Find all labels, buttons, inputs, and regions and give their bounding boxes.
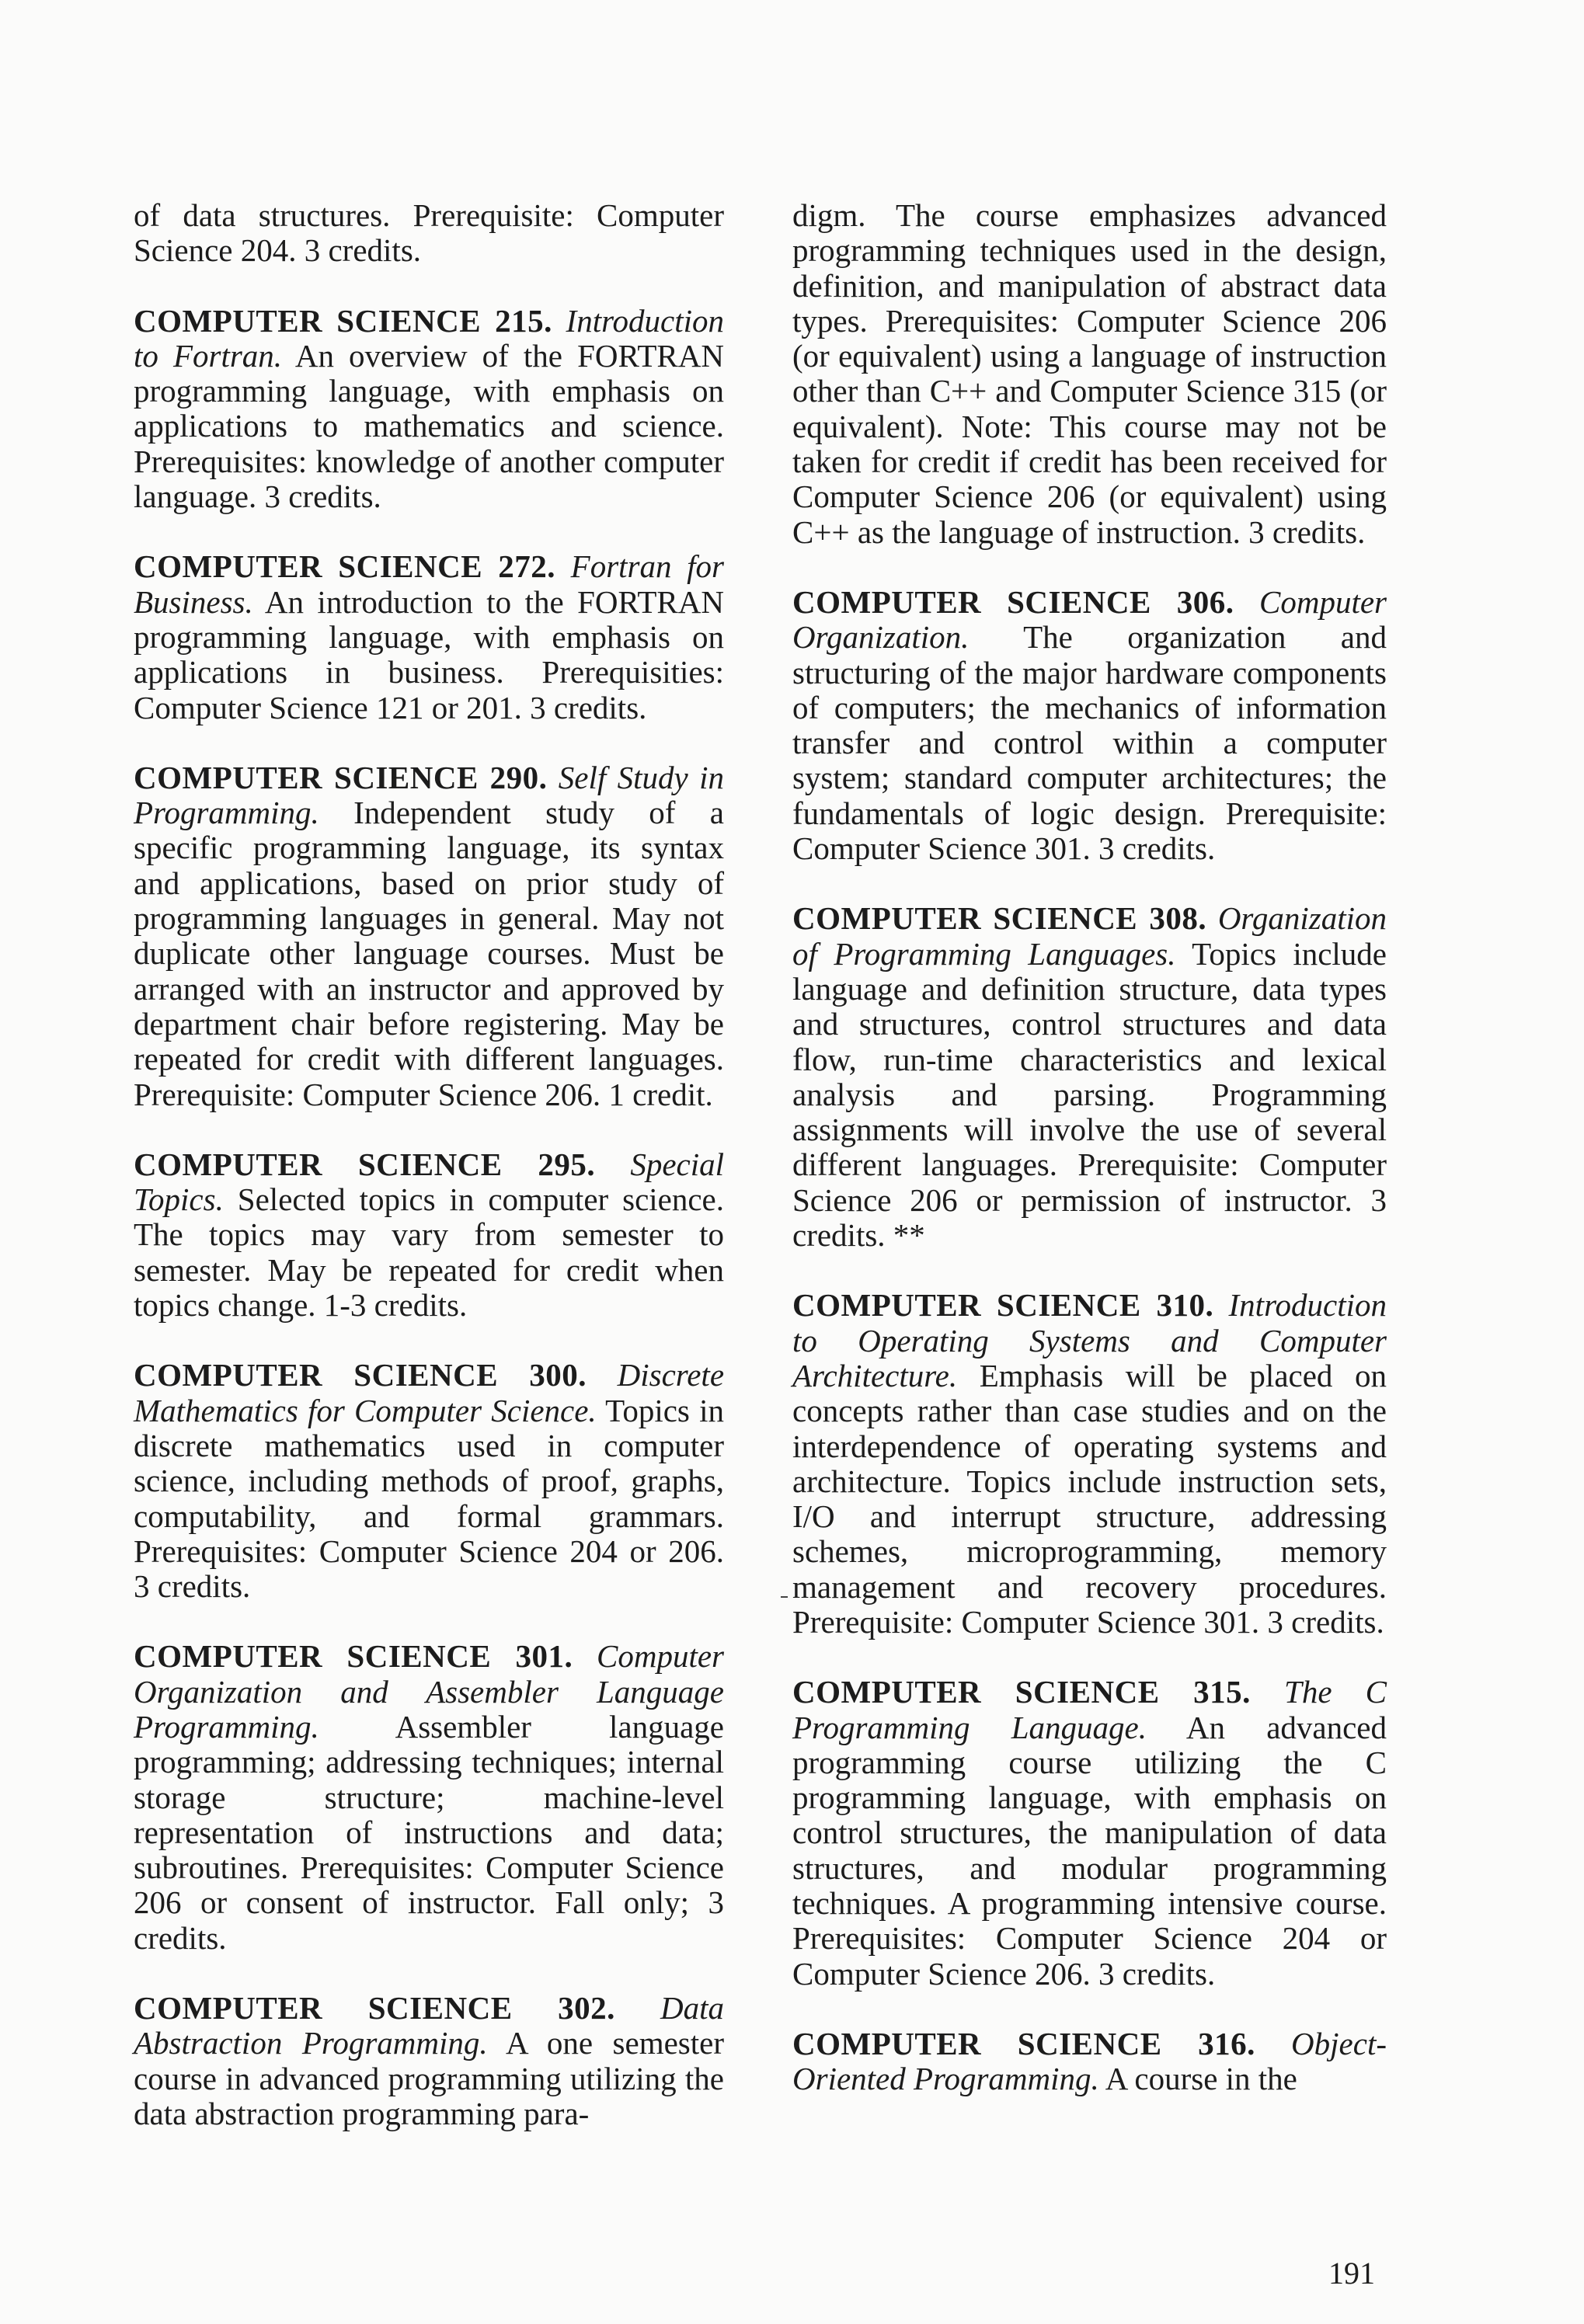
course-entry-cs316 bbox=[792, 2027, 1387, 2097]
course-description: Independent study of a specific programming language, its syntax and applications, based on prior study of programming languages in general. May not duplicate other language courses. Must be arranged with an instructor and approved by department chair before registering. May be repeated for credit with different languages. Prerequisite: Computer Science 206. 1 credit. bbox=[134, 795, 724, 1112]
course-entry-cs306 bbox=[792, 585, 1387, 866]
course-title: The C Programming Language. bbox=[792, 1674, 1387, 1745]
course-code: COMPUTER SCIENCE 315. bbox=[792, 1674, 1251, 1710]
course-title: Organization of Programming Languages. bbox=[792, 900, 1387, 972]
course-entry-cs215 bbox=[134, 304, 724, 515]
course-title: Self Study in Programming. bbox=[134, 759, 724, 831]
course-title: Object-Oriented Programming. bbox=[792, 2025, 1387, 2097]
course-entry-cs290 bbox=[134, 760, 724, 1112]
course-title: Introduction to Fortran. bbox=[134, 302, 725, 374]
course-description: digm. The course emphasizes advanced programming techniques used in the design, definition, and manipulation of abstract data types. Prerequisites: Computer Science 206 (or equivalent) using a language of instruction other than C++ and Computer Science 315 (or equivalent). Note: This course may not be taken for credit if credit has been received for Computer Science 206 (or equivalent) using C++ as the language of instruction. 3 credits. bbox=[792, 197, 1387, 550]
course-description: The organization and structuring of the major hardware components of computers; the mechanics of information transfer and control within a computer system; standard computer architectures; the fundamentals of logic design. Prerequisite: Computer Science 301. 3 credits. bbox=[792, 619, 1387, 867]
course-code: COMPUTER SCIENCE 306. bbox=[792, 583, 1234, 620]
margin-mark bbox=[781, 1596, 788, 1598]
course-entry-cs302 bbox=[134, 1991, 724, 2131]
course-description: A course in the bbox=[1105, 2061, 1297, 2097]
course-entry-cs310 bbox=[792, 1288, 1387, 1640]
course-description: Topics in discrete mathematics used in computer science, including methods of proof, graphs, computability, and formal grammars. Prerequisites: Computer Science 204 or 206. 3 credits. bbox=[134, 1392, 724, 1605]
course-entry-cs301 bbox=[134, 1639, 724, 1956]
course-entry-cs295 bbox=[134, 1147, 724, 1323]
course-description: An introduction to the FORTRAN programming language, with emphasis on applications in business. Prerequisities: Computer Science 121 or 201. 3 credits. bbox=[134, 583, 724, 725]
course-code: COMPUTER SCIENCE 272. bbox=[134, 548, 555, 585]
course-entry-cs315 bbox=[792, 1675, 1387, 1992]
course-entry-continued bbox=[134, 198, 724, 269]
right-column bbox=[792, 198, 1387, 2132]
course-title: Computer Organization and Assembler Language Programming. bbox=[134, 1638, 725, 1745]
course-description: Assembler language programming; addressing techniques; internal storage structure; machine-level representation of instructions and data; subroutines. Prerequisites: Computer Science 206 or consent of instructor. Fall only; 3 credits. bbox=[134, 1708, 724, 1956]
course-description: An advanced programming course utilizing the C programming language, with emphasis on control structures, the manipulation of data structures, and modular programming techniques. A programming intensive course. Prerequisites: Computer Science 204 or Computer Science 206. 3 credits. bbox=[792, 1709, 1387, 1992]
course-description: A one semester course in advanced programming utilizing the data abstraction programming para- bbox=[134, 2025, 724, 2131]
course-code: COMPUTER SCIENCE 316. bbox=[792, 2025, 1255, 2061]
course-code: COMPUTER SCIENCE 300. bbox=[134, 1357, 587, 1393]
course-title: Data Abstraction Programming. bbox=[134, 1990, 724, 2061]
left-column bbox=[134, 198, 724, 2166]
course-title: Discrete Mathematics for Computer Science. bbox=[134, 1357, 725, 1428]
course-title: Introduction to Operating Systems and Computer Architecture. bbox=[792, 1287, 1387, 1393]
course-code: COMPUTER SCIENCE 302. bbox=[134, 1990, 615, 2027]
course-description: Emphasis will be placed on concepts rather than case studies and on the interdependence of operating systems and architecture. Topics include instruction sets, I/O and interrupt structure, addressing schemes, microprogramming, memory management and recovery procedures. Prerequisite: Computer Science 301. 3 credits. bbox=[792, 1357, 1387, 1640]
course-code: COMPUTER SCIENCE 215. bbox=[134, 302, 552, 339]
course-description: of data structures. Prerequisite: Computer Science 204. 3 credits. bbox=[134, 197, 724, 269]
course-code: COMPUTER SCIENCE 310. bbox=[792, 1287, 1214, 1324]
course-description: Topics include language and definition structure, data types and structures, control structures and data flow, run-time characteristics and lexical analysis and parsing. Programming assignments will involve the use of several different languages. Prerequisite: Computer Science 206 or permission of instructor. 3 credits. ** bbox=[792, 935, 1387, 1254]
course-entry-continued bbox=[792, 198, 1387, 550]
course-code: COMPUTER SCIENCE 308. bbox=[792, 900, 1207, 937]
course-code: COMPUTER SCIENCE 301. bbox=[134, 1638, 573, 1675]
course-description: An overview of the FORTRAN programming language, with emphasis on applications to mathematics and science. Prerequisites: knowledge of another computer language. 3 credits. bbox=[134, 337, 724, 515]
course-title: Fortran for Business. bbox=[134, 548, 725, 620]
course-title: Special Topics. bbox=[134, 1146, 725, 1218]
course-title: Computer Organization. bbox=[792, 583, 1387, 656]
course-entry-cs300 bbox=[134, 1358, 724, 1604]
course-entry-cs308 bbox=[792, 901, 1387, 1253]
course-description: Selected topics in computer science. The topics may vary from semester to semester. May be repeated for credit when topics change. 1-3 credits. bbox=[134, 1181, 725, 1324]
page-number: 191 bbox=[1328, 2256, 1375, 2291]
course-code: COMPUTER SCIENCE 295. bbox=[134, 1146, 596, 1182]
course-code: COMPUTER SCIENCE 290. bbox=[134, 759, 548, 795]
course-entry-cs272 bbox=[134, 549, 724, 725]
